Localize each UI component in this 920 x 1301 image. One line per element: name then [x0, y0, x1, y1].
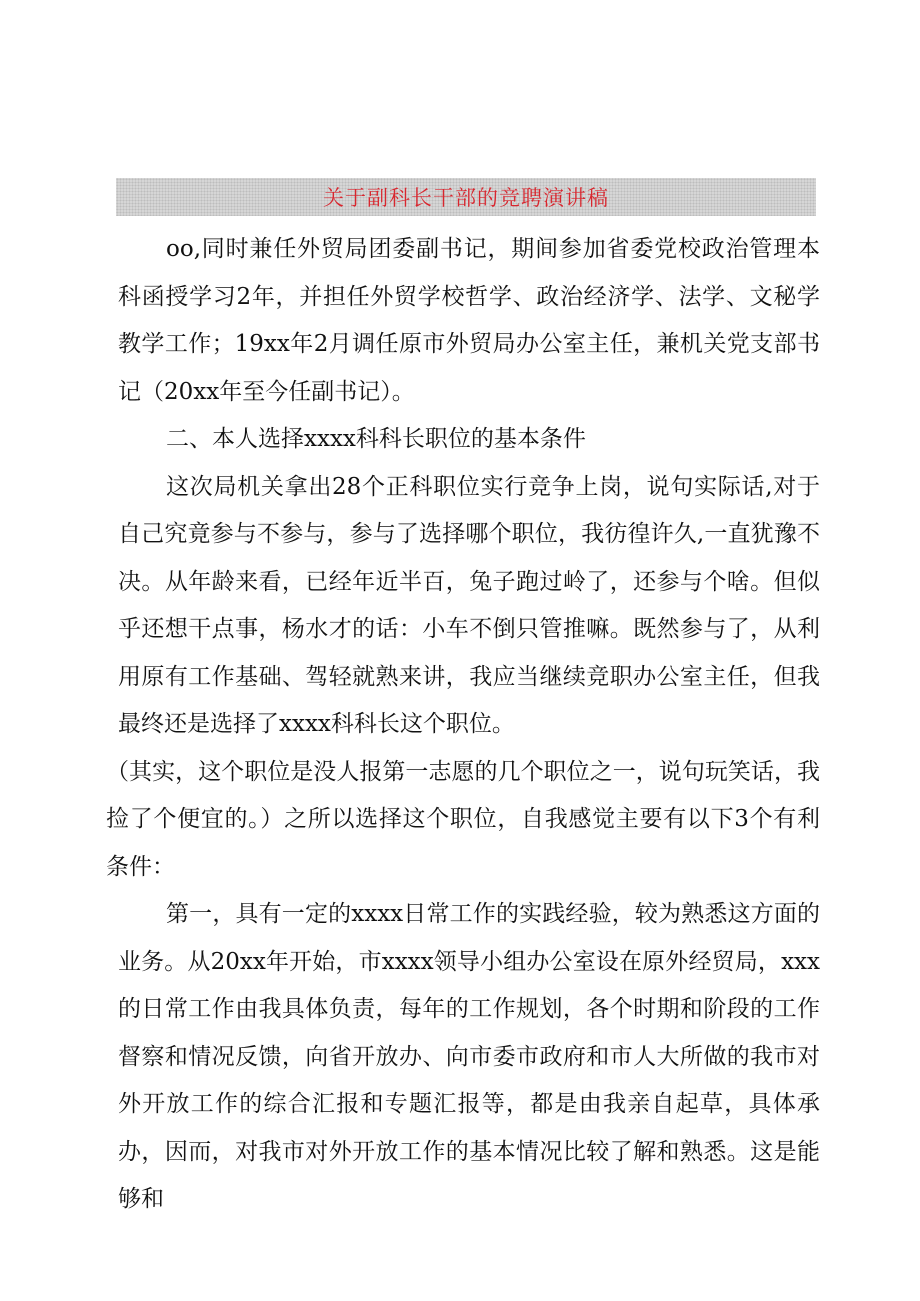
paragraph-2: 这次局机关拿出28个正科职位实行竞争上岗，说句实际话,对于自己究竟参与不参与，参与了选择哪个职位，我彷徨许久,一直犹豫不决。从年龄来看，已经年近半百，兔子跑过岭了，还参与个啥。但似乎还想干点事，杨水才的话：小车不倒只管推嘛。既然参与了，从利用原有工作基础、驾轻就熟来讲，我应当继续竞职办公室主任，但我最终还是选择了xxxx科科长这个职位。: [118, 473, 820, 737]
title-banner: [116, 178, 816, 216]
document-title: 关于副科长干部的竞聘演讲稿: [323, 186, 609, 210]
paragraph-1: oo,同时兼任外贸局团委副书记，期间参加省委党校政治管理本科函授学习2年，并担任外贸学校哲学、政治经济学、法学、文秘学教学工作；19xx年2月调任原市外贸局办公室主任，兼机关党支部书记（20xx年至今任副书记）。: [118, 236, 820, 405]
paragraph-4: 第一，具有一定的xxxx日常工作的实践经验，较为熟悉这方面的业务。从20xx年开始，市xxxx领导小组办公室设在原外经贸局，xxx的日常工作由我具体负责，每年的工作规划，各个时期和阶段的工作督察和情况反馈，向省开放办、向市委市政府和市人大所做的我市对外开放工作的综合汇报和专题汇报等，都是由我亲自起草，具体承办，因而，对我市对外开放工作的基本情况比较了解和熟悉。这是能够和: [118, 901, 820, 1212]
section-heading-2: 二、本人选择xxxx科科长职位的基本条件: [166, 426, 586, 452]
paragraph-3: （其实，这个职位是没人报第一志愿的几个职位之一，说句玩笑话，我捡了个便宜的。）之所以选择这个职位，自我感觉主要有以下3个有利条件：: [106, 758, 820, 880]
document-body: [106, 226, 820, 1224]
